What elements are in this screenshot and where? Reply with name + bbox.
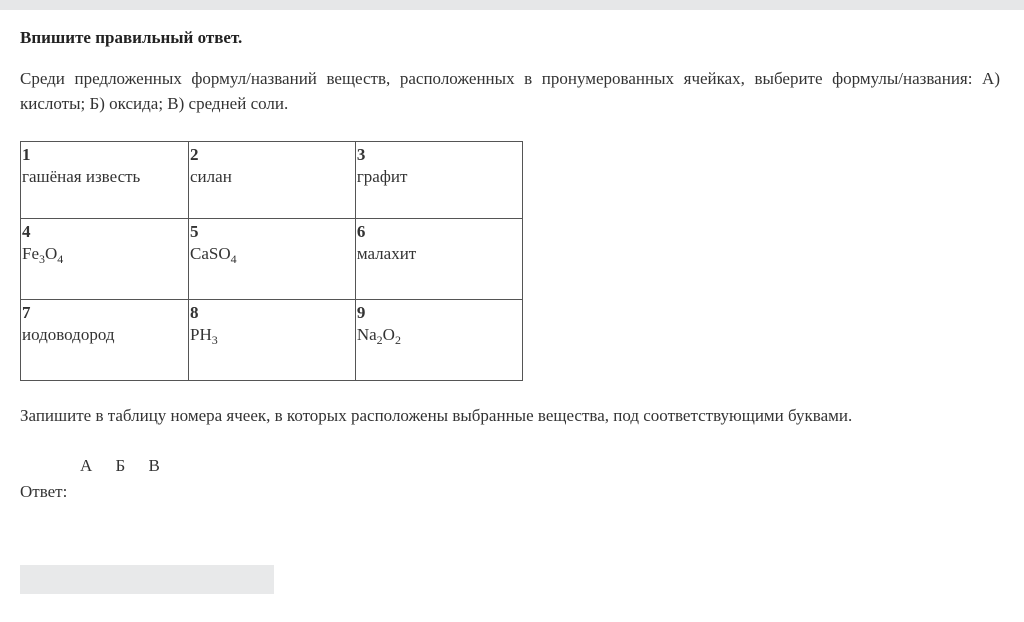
answer-label: Ответ: [20,482,68,501]
answer-letter-v: В [148,456,160,475]
task-content [20,28,1000,501]
cell-substance: $Fe_3O_4$ [22,244,64,266]
answer-letter-a: А [80,456,93,475]
cell-number: 3 [356,145,366,164]
table-cell [21,219,189,300]
table-row [21,219,523,300]
answer-letters-header [80,456,179,476]
formula-subscript: 4 [57,252,64,266]
cell-substance: графит [356,167,408,186]
record-instruction: Запишите в таблицу номера ячеек, в которых расположены выбранные вещества, под соответствующими буквами. [20,406,853,425]
table-cell [189,219,356,300]
answer-input[interactable] [20,565,274,594]
table-row [21,300,523,381]
cell-number: 9 [356,303,366,322]
formula-subscript: 3 [211,333,218,347]
table-row [21,142,523,219]
formula-subscript: 4 [230,252,237,266]
cell-substance: $Na_2O_2$ [356,325,401,347]
table-cell [355,300,522,381]
formula-subscript: 2 [394,333,401,347]
table-cell [189,300,356,381]
instruction-heading: Впишите правильный ответ. [20,28,243,47]
table-cell [21,300,189,381]
table-cell [355,142,522,219]
table-cell [189,142,356,219]
cell-substance: гашёная известь [22,167,141,186]
cell-substance: малахит [356,244,417,263]
cell-substance: $PH_3$ [190,325,218,347]
cell-number: 6 [356,222,366,241]
cell-number: 8 [190,303,199,322]
cell-number: 7 [22,303,31,322]
answer-letter-b: Б [115,456,126,475]
cell-number: 5 [190,222,199,241]
table-cell [355,219,522,300]
cell-number: 4 [22,222,31,241]
top-bar [0,0,1024,10]
formula-subscript: 2 [376,333,383,347]
cell-number: 1 [22,145,31,164]
table-cell [21,142,189,219]
cell-number: 2 [190,145,199,164]
substances-table [20,141,523,381]
cell-substance: иодоводород [22,325,115,344]
cell-substance: CaSO$_4$ [190,244,237,266]
task-description: Среди предложенных формул/названий веществ, расположенных в пронумерованных ячейках, выберите формулы/названия: А) кислоты; Б) оксида; В) средней соли. [20,69,1000,113]
cell-substance: силан [190,167,232,186]
formula-subscript: 3 [39,252,45,266]
